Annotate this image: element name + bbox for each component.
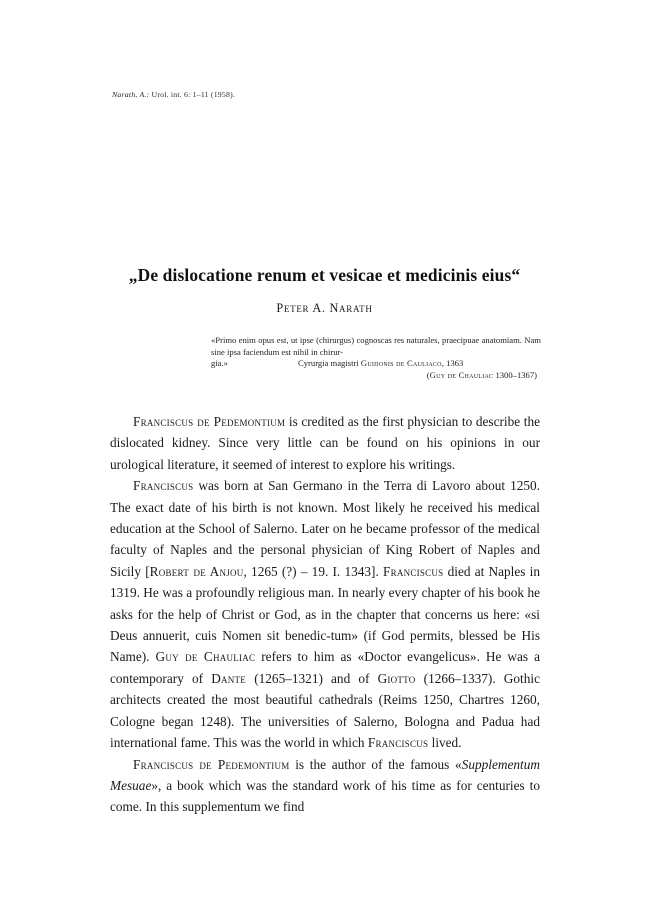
small-caps-name: Franciscus de Pedemontium xyxy=(133,414,286,429)
small-caps-name: Robert de Anjou xyxy=(149,563,244,579)
paragraph: Franciscus de Pedemontium is credited as the first physician to describe the dislocated kidney. Since very little can be found on his opinions in our urological literature, it seemed of interest to explore his writings. xyxy=(110,414,540,472)
epigraph-quote: «Primo enim opus est, ut ipse (chirurgus) cognoscas res naturales, praecipuae anatomiam. Nam sine ipsa faciendum est nihil in chirur- xyxy=(211,335,541,357)
small-caps-name: Franciscus xyxy=(383,563,444,579)
paragraph: Franciscus was born at San Germano in the Terra di Lavoro about 1250. The exact date of his birth is not known. Most likely he received his medical education at the School of Salerno. Later on he became professor of the medical faculty of Naples and the personal physician of King Robert of Naples and Sicily [Robert de Anjou, 1265 (?) – 19. I. 1343]. Franciscus died at Naples in 1319. He was a profoundly religious man. In nearly every chapter of his book he asks for the help of Christ or God, as in the chapter that concerns us here: «si Deus annuerit, cuis Nomen sit benedic-tum» (if God permits, blessed be His Name). Guy de Chauliac refers to him as «Doctor evangelicus». He was a contemporary of Dante (1265–1321) and of Giotto (1266–1337). Gothic architects created the most beautiful cathedrals (Reims 1250, Chartres 1260, Cologne began 1248). The universities of Salerno, Bologna and Padua had international fame. This was the world in which Franciscus lived. xyxy=(110,478,540,751)
epigraph-attribution-year: , 1363 xyxy=(441,358,464,369)
small-caps-name: Franciscus de Pedemontium xyxy=(133,756,290,772)
small-caps-name: Franciscus xyxy=(367,735,429,751)
body-text-column xyxy=(110,411,540,818)
epigraph-block xyxy=(211,335,541,381)
running-head-author: Narath, A.: xyxy=(112,90,150,99)
italic-title: Supplementum Mesuae xyxy=(110,756,540,793)
small-caps-name: Dante xyxy=(211,670,247,686)
epigraph-attribution-name: Guidonis de Cauliaco xyxy=(360,358,442,369)
epigraph-attribution-primary xyxy=(298,358,463,370)
author-byline: Peter A. Narath xyxy=(276,301,373,315)
small-caps-name: Franciscus xyxy=(133,478,194,494)
paragraph: Franciscus de Pedemontium is the author of the famous «Supplementum Mesuae», a book which was the standard work of his time as for centuries to come. In this supplementum we find xyxy=(110,756,540,815)
running-head-citation: Urol. int. 6: 1–11 (1958). xyxy=(149,90,236,99)
epigraph-attribution-secondary xyxy=(211,370,541,382)
epigraph-secondary-prefix: ( xyxy=(426,369,430,380)
epigraph-secondary-name: Guy de Chauliac xyxy=(429,369,494,380)
epigraph-quote-tail: gia.» xyxy=(211,358,228,369)
epigraph-attribution-prefix: Cyrurgia magistri xyxy=(298,358,361,369)
page-title: „De dislocatione renum et vesicae et medicinis eius“ xyxy=(128,265,521,285)
epigraph-secondary-dates: 1300–1367) xyxy=(493,369,537,380)
running-head xyxy=(112,90,235,99)
epigraph-attribution-row xyxy=(211,358,541,370)
small-caps-name: Guy de Chauliac xyxy=(155,649,256,665)
small-caps-name: Giotto xyxy=(377,670,416,686)
